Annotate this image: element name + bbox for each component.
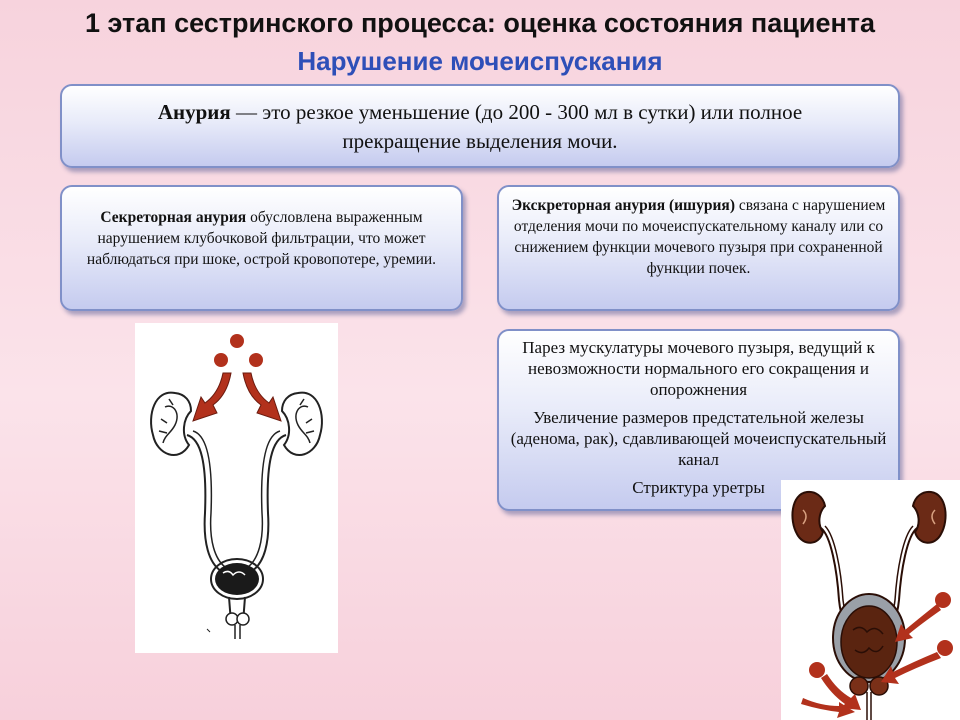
definition-term: Анурия [157, 100, 231, 124]
bladder-obstruction-illustration [781, 480, 960, 720]
secretory-text: обусловлена выраженным нарушением клубочковой фильтрации, что может наблюдаться при шоке, острой кровопотере, уремии. [86, 209, 437, 268]
definition-text: — это резкое уменьшение (до 200 - 300 мл в сутки) или полное прекращение выделения мочи. [230, 100, 803, 153]
secretory-anuria-box [60, 185, 463, 311]
urinary-system-illustration [135, 323, 338, 653]
slide-subtitle: Нарушение мочеиспускания [297, 46, 663, 76]
secretory-term: Секреторная анурия [100, 209, 247, 226]
cause-item: Парез мускулатуры мочевого пузыря, ведущий к невозможности нормального его сокращения и опорожнения [522, 338, 875, 399]
slide-title: 1 этап сестринского процесса: оценка состояния пациента [84, 8, 876, 38]
cause-item: Стриктура уретры [632, 478, 765, 497]
anuria-definition-box [60, 84, 900, 168]
cause-item: Увеличение размеров предстательной железы (аденома, рак), сдавливающей мочеиспускательный канал [510, 408, 887, 469]
excretory-anuria-box [497, 185, 900, 311]
excretory-term: Экскреторная анурия (ишурия) [511, 197, 735, 214]
excretory-text: связана с нарушением отделения мочи по мочеиспускательному каналу или со снижением функции мочевого пузыря при сохраненной функции почек. [513, 197, 886, 277]
